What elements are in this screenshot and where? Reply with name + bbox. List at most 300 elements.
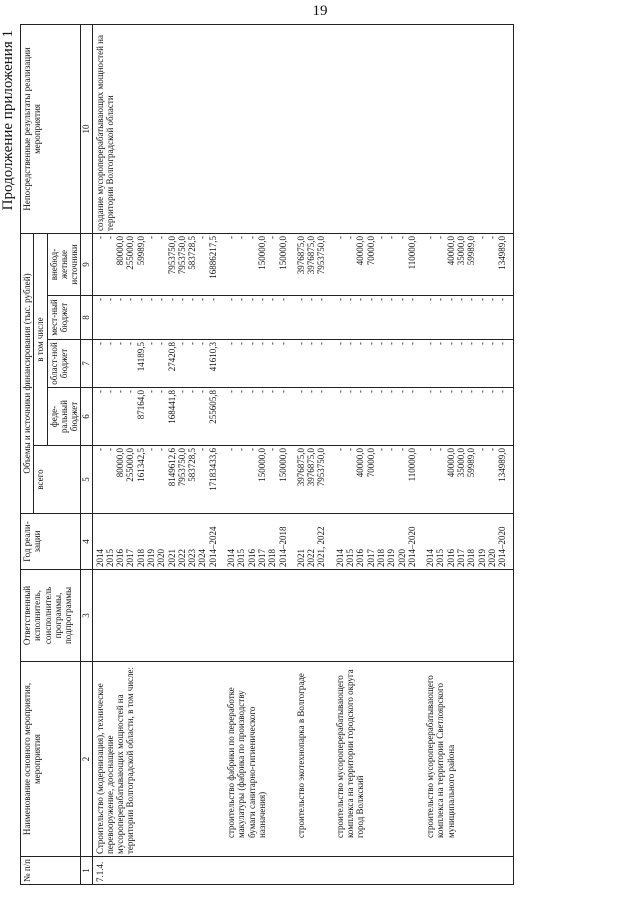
regional-cell-value: - [406,342,417,345]
total-cell-value: 35000,0 [456,448,466,478]
extrabudget-cell-value: 110000,0 [406,235,417,270]
regional-cell-value: - [246,342,257,345]
header-federal: феде-ральный бюджет [47,388,81,446]
federal-cell-value: - [334,390,345,393]
total-cell-value: 150000,0 [256,448,267,482]
local-cell [333,296,423,340]
local-cell-value: - [104,298,115,301]
regional-cell-value: - [386,342,397,345]
years-cell-value: 2021, 2022 [316,526,327,567]
local-cell-value: - [345,298,356,301]
years-cell-value: 2022 [176,549,187,567]
federal-cell-value: - [466,390,477,393]
table-row [92,24,224,884]
row-number [423,857,514,885]
extrabudget-cell-value: 150000,0 [277,235,288,270]
federal-cell-value: - [246,390,257,393]
local-cell-value: - [396,298,407,301]
federal-cell-value: 168441,8 [166,390,177,424]
regional-cell-value: 27420,8 [166,342,177,372]
years-cell [224,514,294,570]
federal-cell [294,388,333,446]
extrabudget-cell-value: - [425,235,436,239]
local-cell-value: - [355,298,366,301]
total-cell-value: - [226,448,237,451]
years-cell [294,514,333,570]
federal-cell-value: - [277,390,288,393]
local-cell [224,296,294,340]
regional-cell-value: - [226,342,237,345]
financing-table [20,24,514,885]
header-results: Непосредственные результаты реализации мероприятия [21,24,81,233]
federal-cell-value: - [236,390,247,393]
extrabudget-cell [224,233,294,295]
extrabudget-cell-value: - [104,235,115,239]
total-cell [224,446,294,514]
extrabudget-cell [294,233,333,295]
total-cell-value: 70000,0 [365,448,376,478]
column-number: 9 [81,233,92,295]
regional-cell-value: - [466,342,477,345]
executor-cell [224,570,294,662]
extrabudget-cell-value: - [435,235,446,239]
local-cell [423,296,514,340]
regional-cell-value: - [316,342,327,345]
years-cell-value: 2022 [306,549,317,567]
regional-cell-value: - [435,342,446,345]
executor-cell [92,570,224,662]
extrabudget-cell-value: 583728,5 [187,235,198,270]
regional-cell-value: - [486,342,497,345]
local-cell-value: - [386,298,397,301]
regional-cell-value: - [104,342,115,345]
total-cell [294,446,333,514]
local-cell-value: - [197,298,208,301]
years-cell-value: 2021 [295,549,306,567]
federal-cell-value: - [226,390,237,393]
years-cell-value: 2017 [365,549,376,567]
total-cell-value: - [197,448,208,451]
column-number: 3 [81,570,92,662]
federal-cell-value: - [456,390,466,393]
federal-cell-value: - [435,390,446,393]
local-cell-value: - [156,298,167,301]
local-cell-value: - [476,298,487,301]
extrabudget-cell-value: - [334,235,345,239]
total-cell-value: - [435,448,446,451]
extrabudget-cell-value: 7953750,0 [166,235,177,275]
local-cell-value: - [295,298,306,301]
local-cell-value: - [406,298,417,301]
regional-cell-value: - [277,342,288,345]
federal-cell-value: - [306,390,317,393]
years-cell-value: 2017 [256,549,267,567]
header-year: Год реали-зации [21,514,81,570]
extrabudget-cell-value: 16886217,5 [207,235,218,279]
total-cell-value: 161342,5 [135,448,146,482]
local-cell-value: - [425,298,436,301]
federal-cell-value: - [396,390,407,393]
extrabudget-cell-value: - [345,235,356,239]
total-cell-value: 3976875,0 [306,448,317,487]
local-cell-value: - [246,298,257,301]
total-cell-value: 80000,0 [115,448,126,478]
header-row [21,24,34,884]
local-cell-value: - [236,298,247,301]
federal-cell-value: - [355,390,366,393]
regional-cell-value: - [295,342,306,345]
years-cell-value: 2014–2024 [207,526,218,567]
total-cell-value: 583728,5 [187,448,198,482]
federal-cell-value: - [406,390,417,393]
total-cell [92,446,224,514]
header-extrabudget: внебюд-жетные источники [47,233,81,295]
row-number [333,857,423,885]
local-cell-value: - [125,298,136,301]
header-name: Наименование основного мероприятия, мероприятия [21,662,81,857]
local-cell [294,296,333,340]
local-cell-value: - [145,298,156,301]
total-cell-value: - [386,448,397,451]
years-cell-value: 2014–2018 [277,526,288,567]
extrabudget-cell-value: 7953750,0 [176,235,187,275]
extrabudget-cell [423,233,514,295]
local-cell-value: - [176,298,187,301]
federal-cell-value: - [425,390,436,393]
total-cell [333,446,423,514]
activity-name: строительство фабрики по переработке макулатуры (фабрика по производству бумаги санитарно-гигиенического назначения) [224,662,294,857]
regional-cell-value: - [476,342,487,345]
regional-cell-value: - [355,342,366,345]
total-cell-value: - [396,448,407,451]
total-cell-value: - [94,448,105,451]
extrabudget-cell-value: 59989,0 [466,235,477,266]
years-cell-value: 2015 [345,549,356,567]
extrabudget-cell-value: 40000,0 [445,235,456,266]
federal-cell-value: - [386,390,397,393]
years-cell-value: 2019 [476,549,487,567]
regional-cell-value: - [365,342,376,345]
local-cell-value: - [267,298,278,301]
extrabudget-cell [333,233,423,295]
result-cell [294,24,333,233]
local-cell-value: - [375,298,386,301]
regional-cell-value: 41610,3 [207,342,218,372]
total-cell-value: 8149612,6 [166,448,177,487]
extrabudget-cell-value: - [197,235,208,239]
local-cell-value: - [486,298,497,301]
extrabudget-cell-value: 35000,0 [456,235,466,266]
federal-cell-value: - [316,390,327,393]
years-cell-value: 2018 [375,549,386,567]
years-cell-value: 2018 [135,549,146,567]
total-cell-value: - [246,448,257,451]
regional-cell-value: - [125,342,136,345]
years-cell-value: 2017 [456,549,466,567]
federal-cell-value: - [94,390,105,393]
header-including: в том числе [34,233,47,445]
header-regional: област-ной бюджет [47,340,81,388]
federal-cell-value: - [197,390,208,393]
federal-cell-value: 87164,0 [135,390,146,420]
years-cell-value: 2014 [425,549,436,567]
years-cell-value: 2018 [267,549,278,567]
regional-cell-value: - [396,342,407,345]
federal-cell-value: - [365,390,376,393]
federal-cell [423,388,514,446]
row-number [224,857,294,885]
local-cell-value: - [497,298,508,301]
column-number: 7 [81,340,92,388]
regional-cell-value: - [375,342,386,345]
row-number: 7.1.4. [92,857,224,885]
total-cell-value: 59989,0 [466,448,477,478]
years-cell-value: 2016 [355,549,366,567]
local-cell [92,296,224,340]
years-cell-value: 2015 [435,549,446,567]
total-cell-value: - [104,448,115,451]
row-number [294,857,333,885]
column-number: 4 [81,514,92,570]
federal-cell-value: - [176,390,187,393]
header-no: № п/п [21,857,81,885]
years-cell-value: 2014–2020 [406,526,417,567]
years-cell-value: 2016 [246,549,257,567]
regional-cell [333,340,423,388]
table-row [294,24,333,884]
total-cell-value: 3976875,0 [295,448,306,487]
extrabudget-cell-value: - [486,235,497,239]
extrabudget-cell-value: - [226,235,237,239]
federal-cell-value: - [295,390,306,393]
federal-cell-value: - [445,390,456,393]
years-cell-value: 2019 [145,549,156,567]
total-cell-value: - [156,448,167,451]
regional-cell-value: - [445,342,456,345]
regional-cell-value: - [267,342,278,345]
years-cell-value: 2023 [187,549,198,567]
years-cell-value: 2020 [156,549,167,567]
local-cell-value: - [306,298,317,301]
total-cell-value: - [334,448,345,451]
years-cell-value: 2016 [115,549,126,567]
federal-cell-value: - [104,390,115,393]
extrabudget-cell-value: 70000,0 [365,235,376,266]
total-cell-value: - [486,448,497,451]
regional-cell [224,340,294,388]
executor-cell [423,570,514,662]
federal-cell-value: - [156,390,167,393]
column-number: 10 [81,24,92,233]
page-number: 19 [312,3,328,19]
years-cell-value: 2020 [396,549,407,567]
extrabudget-cell-value: - [246,235,257,239]
federal-cell-value: - [187,390,198,393]
extrabudget-cell-value: - [386,235,397,239]
years-cell-value: 2015 [236,549,247,567]
years-cell [92,514,224,570]
years-cell-value: 2016 [445,549,456,567]
column-number: 8 [81,296,92,340]
federal-cell-value: - [267,390,278,393]
local-cell-value: - [135,298,146,301]
executor-cell [333,570,423,662]
total-cell-value: - [375,448,386,451]
years-cell-value: 2019 [386,549,397,567]
table-row [423,24,514,884]
years-cell-value: 2021 [166,549,177,567]
years-cell-value: 2020 [486,549,497,567]
regional-cell-value: - [176,342,187,345]
regional-cell-value: - [456,342,466,345]
years-cell-value: 2018 [466,549,477,567]
local-cell-value: - [316,298,327,301]
total-cell-value: - [145,448,156,451]
header-financing-group: Объемы и источники финансирования (тыс. рублей) [21,233,34,513]
local-cell-value: - [187,298,198,301]
total-cell-value: 40000,0 [355,448,366,478]
federal-cell-value: 255605,8 [207,390,218,424]
years-cell-value: 2024 [197,549,208,567]
extrabudget-cell-value: 7953750,0 [316,235,327,275]
result-cell [224,24,294,233]
regional-cell-value: - [256,342,267,345]
years-cell-value: 2014 [226,549,237,567]
total-cell-value: 7953750,0 [176,448,187,487]
result-cell [333,24,423,233]
extrabudget-cell-value: 80000,0 [115,235,126,266]
federal-cell [92,388,224,446]
activity-name: строительство экотехнопарка в Волгограде [294,662,333,857]
extrabudget-cell-value: 3976875,0 [306,235,317,275]
extrabudget-cell-value: - [267,235,278,239]
extrabudget-cell-value: - [156,235,167,239]
regional-cell-value: - [94,342,105,345]
local-cell-value: - [365,298,376,301]
local-cell-value: - [466,298,477,301]
column-number-row [81,24,92,884]
regional-cell-value: - [425,342,436,345]
federal-cell [224,388,294,446]
header-local: мест-ный бюджет [47,296,81,340]
regional-cell-value: - [345,342,356,345]
total-cell-value: - [425,448,436,451]
regional-cell [423,340,514,388]
years-cell-value: 2017 [125,549,136,567]
extrabudget-cell-value: 255000,0 [125,235,136,270]
activity-name: строительство мусороперерабатывающего комплекса на территории Светлоярского муниципального района [423,662,514,857]
extrabudget-cell-value: - [94,235,105,239]
local-cell-value: - [445,298,456,301]
total-cell-value: 150000,0 [277,448,288,482]
table-row [224,24,294,884]
executor-cell [294,570,333,662]
header-executor: Ответственный исполнитель, соисполнитель программы, подпрограммы [21,570,81,662]
appendix-title: Продолжение приложения 1 [0,30,16,211]
extrabudget-cell-value: 3976875,0 [295,235,306,275]
local-cell-value: - [226,298,237,301]
years-cell-value: 2014 [334,549,345,567]
extrabudget-cell-value: - [236,235,247,239]
column-number: 2 [81,662,92,857]
total-cell-value: - [476,448,487,451]
extrabudget-cell [92,233,224,295]
extrabudget-cell-value: - [145,235,156,239]
federal-cell-value: - [115,390,126,393]
years-cell-value: 2014 [94,549,105,567]
total-cell-value: 7953750,0 [316,448,327,487]
federal-cell-value: - [375,390,386,393]
local-cell-value: - [334,298,345,301]
total-cell-value: - [236,448,247,451]
local-cell-value: - [256,298,267,301]
regional-cell-value: - [145,342,156,345]
activity-name: Строительство (модернизация), техническое перевооружение, дооснащение мусороперерабатывающих мощностей на территории Волгоградской области, в том числе: [92,662,224,857]
regional-cell-value: - [115,342,126,345]
extrabudget-cell-value: - [396,235,407,239]
local-cell-value: - [456,298,466,301]
activity-name: строительство мусороперерабатывающего комплекса на территории городского округа город Волжский [333,662,423,857]
extrabudget-cell-value: 150000,0 [256,235,267,270]
column-number: 6 [81,388,92,446]
total-cell-value: 40000,0 [445,448,456,478]
total-cell-value: - [267,448,278,451]
result-cell: создание мусороперерабатывающих мощностей на территории Волгоградской области [92,24,224,233]
years-cell-value: 2014–2020 [497,526,508,567]
total-cell-value: 110000,0 [406,448,417,482]
federal-cell-value: - [256,390,267,393]
total-cell-value: 134989,0 [497,448,508,482]
extrabudget-cell-value: 59989,0 [135,235,146,266]
regional-cell-value: - [236,342,247,345]
local-cell-value: - [277,298,288,301]
total-cell-value: - [345,448,356,451]
federal-cell-value: - [476,390,487,393]
years-cell [423,514,514,570]
local-cell-value: - [166,298,177,301]
extrabudget-cell-value: - [476,235,487,239]
table-row [333,24,423,884]
regional-cell-value: - [334,342,345,345]
federal-cell-value: - [145,390,156,393]
federal-cell [333,388,423,446]
regional-cell-value: - [197,342,208,345]
total-cell [423,446,514,514]
regional-cell-value: 14189,5 [135,342,146,372]
years-cell [333,514,423,570]
column-number: 5 [81,446,92,514]
extrabudget-cell-value: 134989,0 [497,235,508,270]
table-body [92,24,514,884]
regional-cell [294,340,333,388]
regional-cell-value: - [187,342,198,345]
total-cell-value: 17183433,6 [207,448,218,491]
years-cell-value: 2015 [104,549,115,567]
column-number: 1 [81,857,92,885]
regional-cell [92,340,224,388]
regional-cell-value: - [156,342,167,345]
result-cell [423,24,514,233]
local-cell-value: - [94,298,105,301]
local-cell-value: - [207,298,218,301]
regional-cell-value: - [306,342,317,345]
federal-cell-value: - [486,390,497,393]
header-total: всего [34,446,81,514]
extrabudget-cell-value: 40000,0 [355,235,366,266]
extrabudget-cell-value: - [375,235,386,239]
regional-cell-value: - [497,342,508,345]
federal-cell-value: - [125,390,136,393]
